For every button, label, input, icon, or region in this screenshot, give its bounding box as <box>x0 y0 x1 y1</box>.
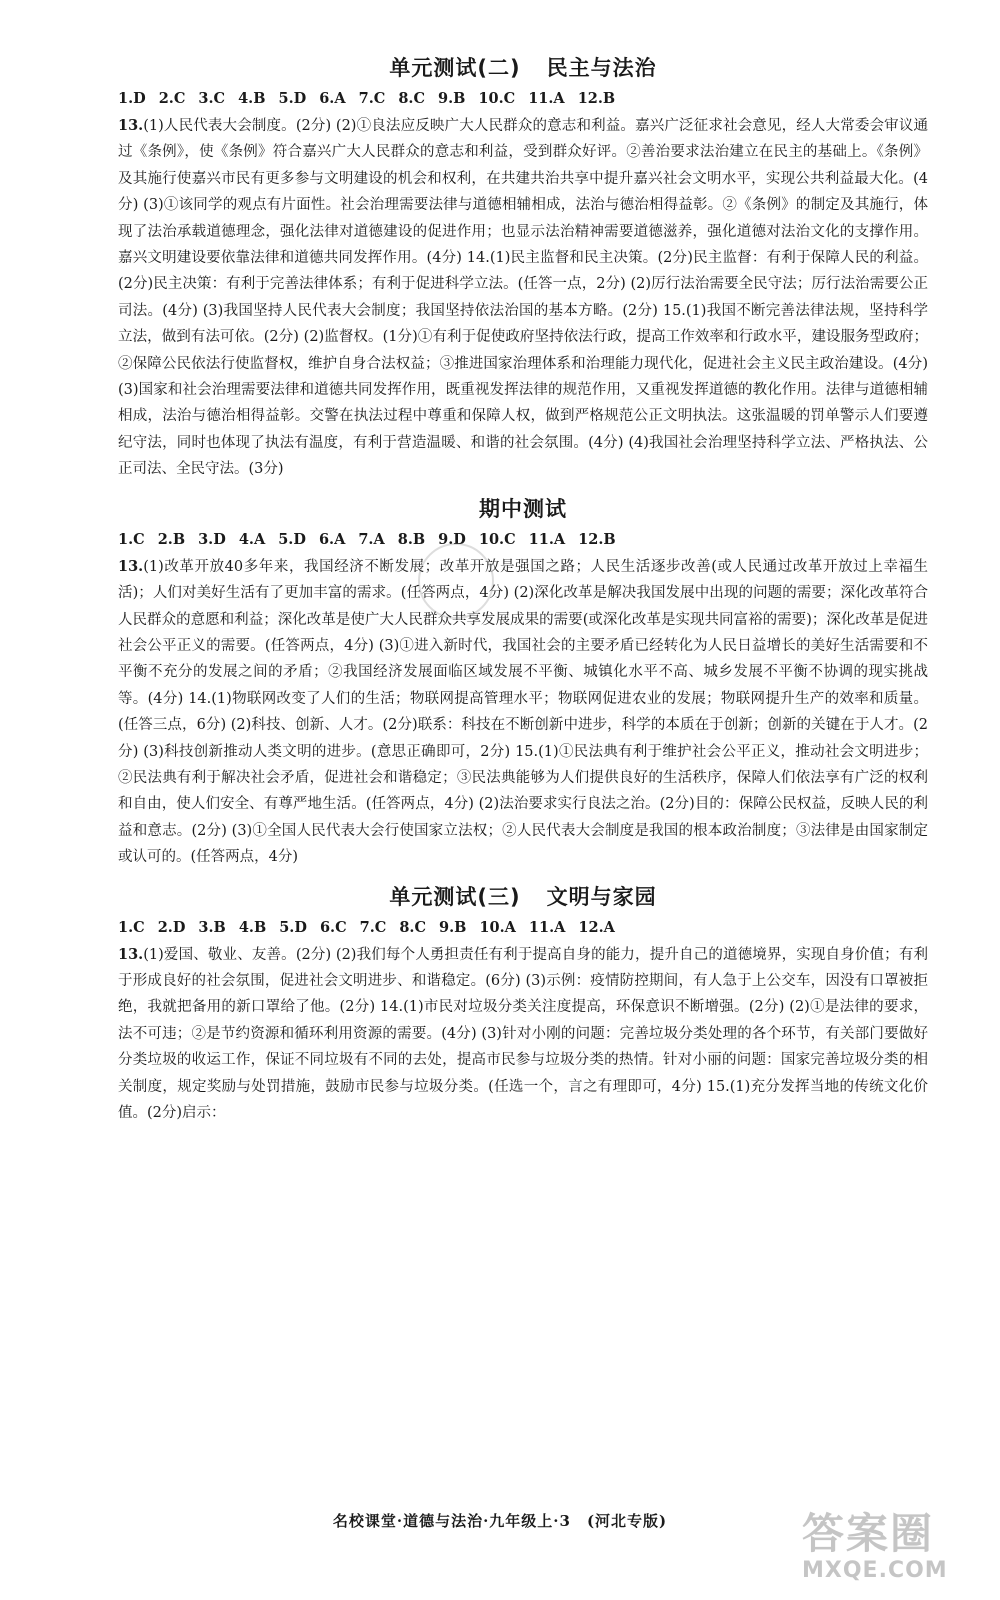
answer-paragraph <box>118 554 928 871</box>
answer-choice: C <box>504 530 516 548</box>
answer-choice: B <box>602 90 616 107</box>
watermark-logo-text: 答案圈 <box>802 1509 935 1558</box>
answer-number: 5. <box>278 90 294 107</box>
answer-choice: D <box>133 90 146 107</box>
answer-item <box>528 90 565 107</box>
answer-item <box>438 90 465 107</box>
page-footer: 名校课堂·道德与法治·九年级上·3 (河北专版) <box>332 1512 668 1530</box>
answer-choice: A <box>504 918 516 936</box>
answer-choice: C <box>414 918 426 936</box>
answer-text: (1)爱国、敬业、友善。(2分) (2)我们每个人勇担责任有利于提高自身的能力，提升自己的道德境界，实现自身价值；有利于形成良好的社会氛围，促进社会文明进步、和谐稳定。(6分) (3)示例：疫情防控期间，有人急于上公交车，因没有口罩被拒绝，我就把备用的新口罩给了他。(2分) 14.(1)市民对垃圾分类关注度提高，环保意识不断增强。(2分) (2)①是法律的要求，法不可违；②是节约资源和循环利用资源的需要。(4分) (3)针对小刚的问题：完善垃圾分类处理的各个环节，有关部门要做好分类垃圾的收运工作，保证不同垃圾有不同的去处，提高市民参与垃圾分类的热情。针对小丽的问题：国家完善垃圾分类的相关制度，规定奖励与处罚措施，鼓励市民参与垃圾分类。(任选一个，言之有理即可，4分) 15.(1)充分发挥当地的传统文化价值。(2分)启示： <box>118 946 928 1121</box>
answer-item <box>319 90 345 107</box>
answer-number: 12. <box>578 918 604 936</box>
watermark-logo-url: MXQE.COM <box>802 1558 948 1583</box>
answer-choice: C <box>133 530 145 548</box>
answer-item <box>198 531 226 548</box>
choice-answers <box>118 531 928 548</box>
answer-choice: D <box>293 90 307 107</box>
answer-choice: C <box>173 90 186 107</box>
answer-number: 2. <box>157 918 173 936</box>
answer-choice: A <box>553 90 565 107</box>
answer-number: 4. <box>238 918 254 936</box>
answer-choice: C <box>503 90 516 107</box>
answer-number: 1. <box>118 918 134 936</box>
section-title <box>118 52 928 82</box>
answer-item <box>159 90 186 107</box>
question-number: 13. <box>118 557 144 575</box>
answer-choice: B <box>603 530 616 548</box>
answer-choice: B <box>412 530 426 548</box>
answer-item <box>278 531 306 548</box>
answer-choice: D <box>172 918 186 936</box>
section-title-sub: 文明与家园 <box>546 884 657 909</box>
answer-item <box>358 531 384 548</box>
answer-choice: A <box>334 90 346 107</box>
answer-number: 3. <box>198 90 214 107</box>
answer-number: 6. <box>319 918 336 936</box>
choice-answers <box>118 90 928 107</box>
section-title-main: 单元测试(二) <box>389 56 521 80</box>
answer-number: 4. <box>238 90 254 107</box>
answer-choice: A <box>373 530 385 548</box>
answer-number: 11. <box>528 530 554 548</box>
section-unit-test-2 <box>118 52 928 483</box>
answer-choice: A <box>334 530 346 548</box>
section-title-main: 单元测试(三) <box>389 884 521 909</box>
answer-text: (1)改革开放40多年来，我国经济不断发展；改革开放是强国之路；人民生活逐步改善(或人民通过改革开放过上幸福生活)；人们对美好生活有了更加丰富的需求。(任答两点，4分) (2)深化改革是解决我国发展中出现的问题的需要；深化改革符合人民群众的意愿和利益；深化改革是使广大人民群众共享发展成果的需要(或深化改革是实现共同富裕的需要)；深化改革是促进社会公平正义的需要。(任答两点，4分) (3)①进入新时代，我国社会的主要矛盾已经转化为人民日益增长的美好生活需要和不平衡不充分的发展之间的矛盾；②我国经济发展面临区域发展不平衡、城镇化水平不高、城乡发展不平衡不协调的现实挑战等。(4分) 14.(1)物联网改变了人们的生活；物联网提高管理水平；物联网促进农业的发展；物联网提升生产的效率和质量。(任答三点，6分) (2)科技、创新、人才。(2分)联系：科技在不断创新中进步，科学的本质在于创新；创新的关键在于人才。(2分) (3)科技创新推动人类文明的进步。(意思正确即可，2分) 15.(1)①民法典有利于维护社会公平正义，推动社会文明进步；②民法典有利于解决社会矛盾，促进社会和谐稳定；③民法典能够为人们提供良好的生活秩序，保障人们依法享有广泛的权利和自由，使人们安全、有尊严地生活。(任答两点，4分) (2)法治要求实行良法之治。(2分)目的：保障公民权益，反映人民的利益和意志。(2分) (3)①全国人民代表大会行使国家立法权；②人民代表大会制度是我国的根本政治制度；③法律是由国家制定或认可的。(任答两点，4分) <box>118 558 928 866</box>
answer-number: 10. <box>479 918 505 936</box>
answer-number: 2. <box>158 90 174 107</box>
answer-choice: D <box>293 530 306 548</box>
section-unit-test-3 <box>118 881 928 1127</box>
section-midterm-test <box>118 493 928 871</box>
answer-number: 9. <box>439 918 455 936</box>
watermark-stamp <box>418 543 494 619</box>
answer-item <box>398 90 425 107</box>
answer-number: 9. <box>438 90 454 107</box>
answer-number: 4. <box>238 530 254 548</box>
answer-number: 3. <box>198 530 214 548</box>
answer-number: 11. <box>528 918 555 936</box>
answer-number: 12. <box>577 90 603 107</box>
section-title-sub: 民主与法治 <box>546 56 657 80</box>
answer-item <box>239 919 266 936</box>
page-content <box>118 52 928 1136</box>
answer-choice: A <box>554 918 566 936</box>
question-number: 13. <box>118 117 144 134</box>
answer-choice: C <box>213 90 226 107</box>
answer-number: 10. <box>478 530 505 548</box>
answer-item <box>320 919 347 936</box>
answer-item <box>479 531 516 548</box>
choice-answers <box>118 919 928 936</box>
answer-number: 10. <box>478 90 504 107</box>
answer-item <box>158 531 185 548</box>
answer-item <box>158 919 186 936</box>
answer-choice: D <box>213 530 226 548</box>
answer-choice: C <box>373 90 386 107</box>
answer-item <box>399 919 426 936</box>
answer-number: 8. <box>399 918 415 936</box>
answer-text: (1)人民代表大会制度。(2分) (2)①良法应反映广大人民群众的意志和利益。嘉兴广泛征求社会意见，经人大常委会审议通过《条例》，使《条例》符合嘉兴广大人民群众的意志和利益，受到群众好评。②善治要求法治建立在民主的基础上。《条例》及其施行使嘉兴市民有更多参与文明建设的机会和权利，在共建共治共享中提升嘉兴社会文明水平，实现公共利益最大化。(4分) (3)①该同学的观点有片面性。社会治理需要法律与道德相辅相成，法治与德治相得益彰。②《条例》的制定及其施行，体现了法治承载道德理念，强化法律对道德建设的促进作用；也显示法治精神需要道德滋养，强化道德对法治文化的支撑作用。嘉兴文明建设要依靠法律和道德共同发挥作用。(4分) 14.(1)民主监督和民主决策。(2分)民主监督：有利于保障人民的利益。(2分)民主决策：有利于完善法律体系；有利于促进科学立法。(任答一点，2分) (2)厉行法治需要全民守法；厉行法治需要公正司法。(4分) (3)我国坚持人民代表大会制度；我国坚持依法治国的基本方略。(2分) 15.(1)我国不断完善法律法规，坚持科学立法，做到有法可依。(2分) (2)监督权。(1分)①有利于促使政府坚持依法行政，提高工作效率和行政水平，建设服务型政府；②保障公民依法行使监督权，维护自身合法权益；③推进国家治理体系和治理能力现代化，促进社会主义民主政治建设。(4分) (3)国家和社会治理需要法律和道德共同发挥作用，既重视发挥法律的规范作用，又重视发挥道德的教化作用。法律与道德相辅相成，法治与德治相得益彰。交警在执法过程中尊重和保障人权，做到严格规范公正文明执法。这张温暖的罚单警示人们要遵纪守法，同时也体现了执法有温度，有利于营造温暖、和谐的社会氛围。(4分) (4)我国社会治理坚持科学立法、严格执法、公正司法、全民守法。(3分) <box>118 118 928 478</box>
answer-item <box>198 90 225 107</box>
answer-item <box>118 531 145 548</box>
answer-choice: A <box>603 918 615 936</box>
answer-number: 9. <box>438 530 454 548</box>
answer-number: 5. <box>279 918 295 936</box>
answer-number: 11. <box>528 90 554 107</box>
answer-item <box>529 531 566 548</box>
answer-number: 7. <box>358 530 374 548</box>
section-title <box>118 493 928 523</box>
answer-choice: A <box>253 530 266 548</box>
answer-paragraph <box>118 113 928 483</box>
answer-choice: C <box>133 918 145 936</box>
answer-item <box>238 90 265 107</box>
answer-item <box>439 919 466 936</box>
answer-item <box>578 90 616 107</box>
answer-item <box>478 90 515 107</box>
section-title <box>118 881 928 911</box>
answer-number: 2. <box>157 530 173 548</box>
answer-item <box>529 919 566 936</box>
answer-choice: C <box>374 918 387 936</box>
answer-choice: B <box>172 530 186 548</box>
answer-choice: B <box>454 918 467 936</box>
answer-number: 8. <box>397 530 413 548</box>
answer-item <box>359 90 386 107</box>
answer-item <box>239 531 265 548</box>
answer-paragraph <box>118 942 928 1127</box>
answer-item <box>118 919 145 936</box>
answer-number: 7. <box>359 918 375 936</box>
question-number: 13. <box>118 945 144 963</box>
answer-item <box>398 531 425 548</box>
answer-choice: C <box>413 90 425 107</box>
answer-number: 1. <box>118 530 134 548</box>
answer-item <box>578 919 615 936</box>
answer-item <box>279 90 307 107</box>
answer-number: 6. <box>318 530 335 548</box>
answer-choice: B <box>253 918 267 936</box>
answer-choice: B <box>253 90 266 107</box>
answer-choice: B <box>213 918 226 936</box>
answer-item <box>479 919 516 936</box>
answer-item <box>118 90 146 107</box>
answer-number: 7. <box>358 90 374 107</box>
answer-choice: A <box>553 530 566 548</box>
section-title-main: 期中测试 <box>479 496 567 521</box>
answer-item <box>198 919 225 936</box>
answer-item <box>319 531 345 548</box>
watermark-logo <box>802 1510 992 1590</box>
answer-choice: D <box>453 530 466 548</box>
answer-item <box>360 919 387 936</box>
answer-choice: D <box>294 918 307 936</box>
answer-number: 3. <box>198 918 214 936</box>
answer-number: 6. <box>319 90 335 107</box>
answer-item <box>578 531 616 548</box>
answer-number: 8. <box>398 90 414 107</box>
answer-item <box>279 919 307 936</box>
answer-number: 5. <box>278 530 294 548</box>
answer-number: 1. <box>118 90 134 107</box>
answer-number: 12. <box>578 530 604 548</box>
answer-choice: B <box>453 90 466 107</box>
answer-choice: C <box>335 918 347 936</box>
